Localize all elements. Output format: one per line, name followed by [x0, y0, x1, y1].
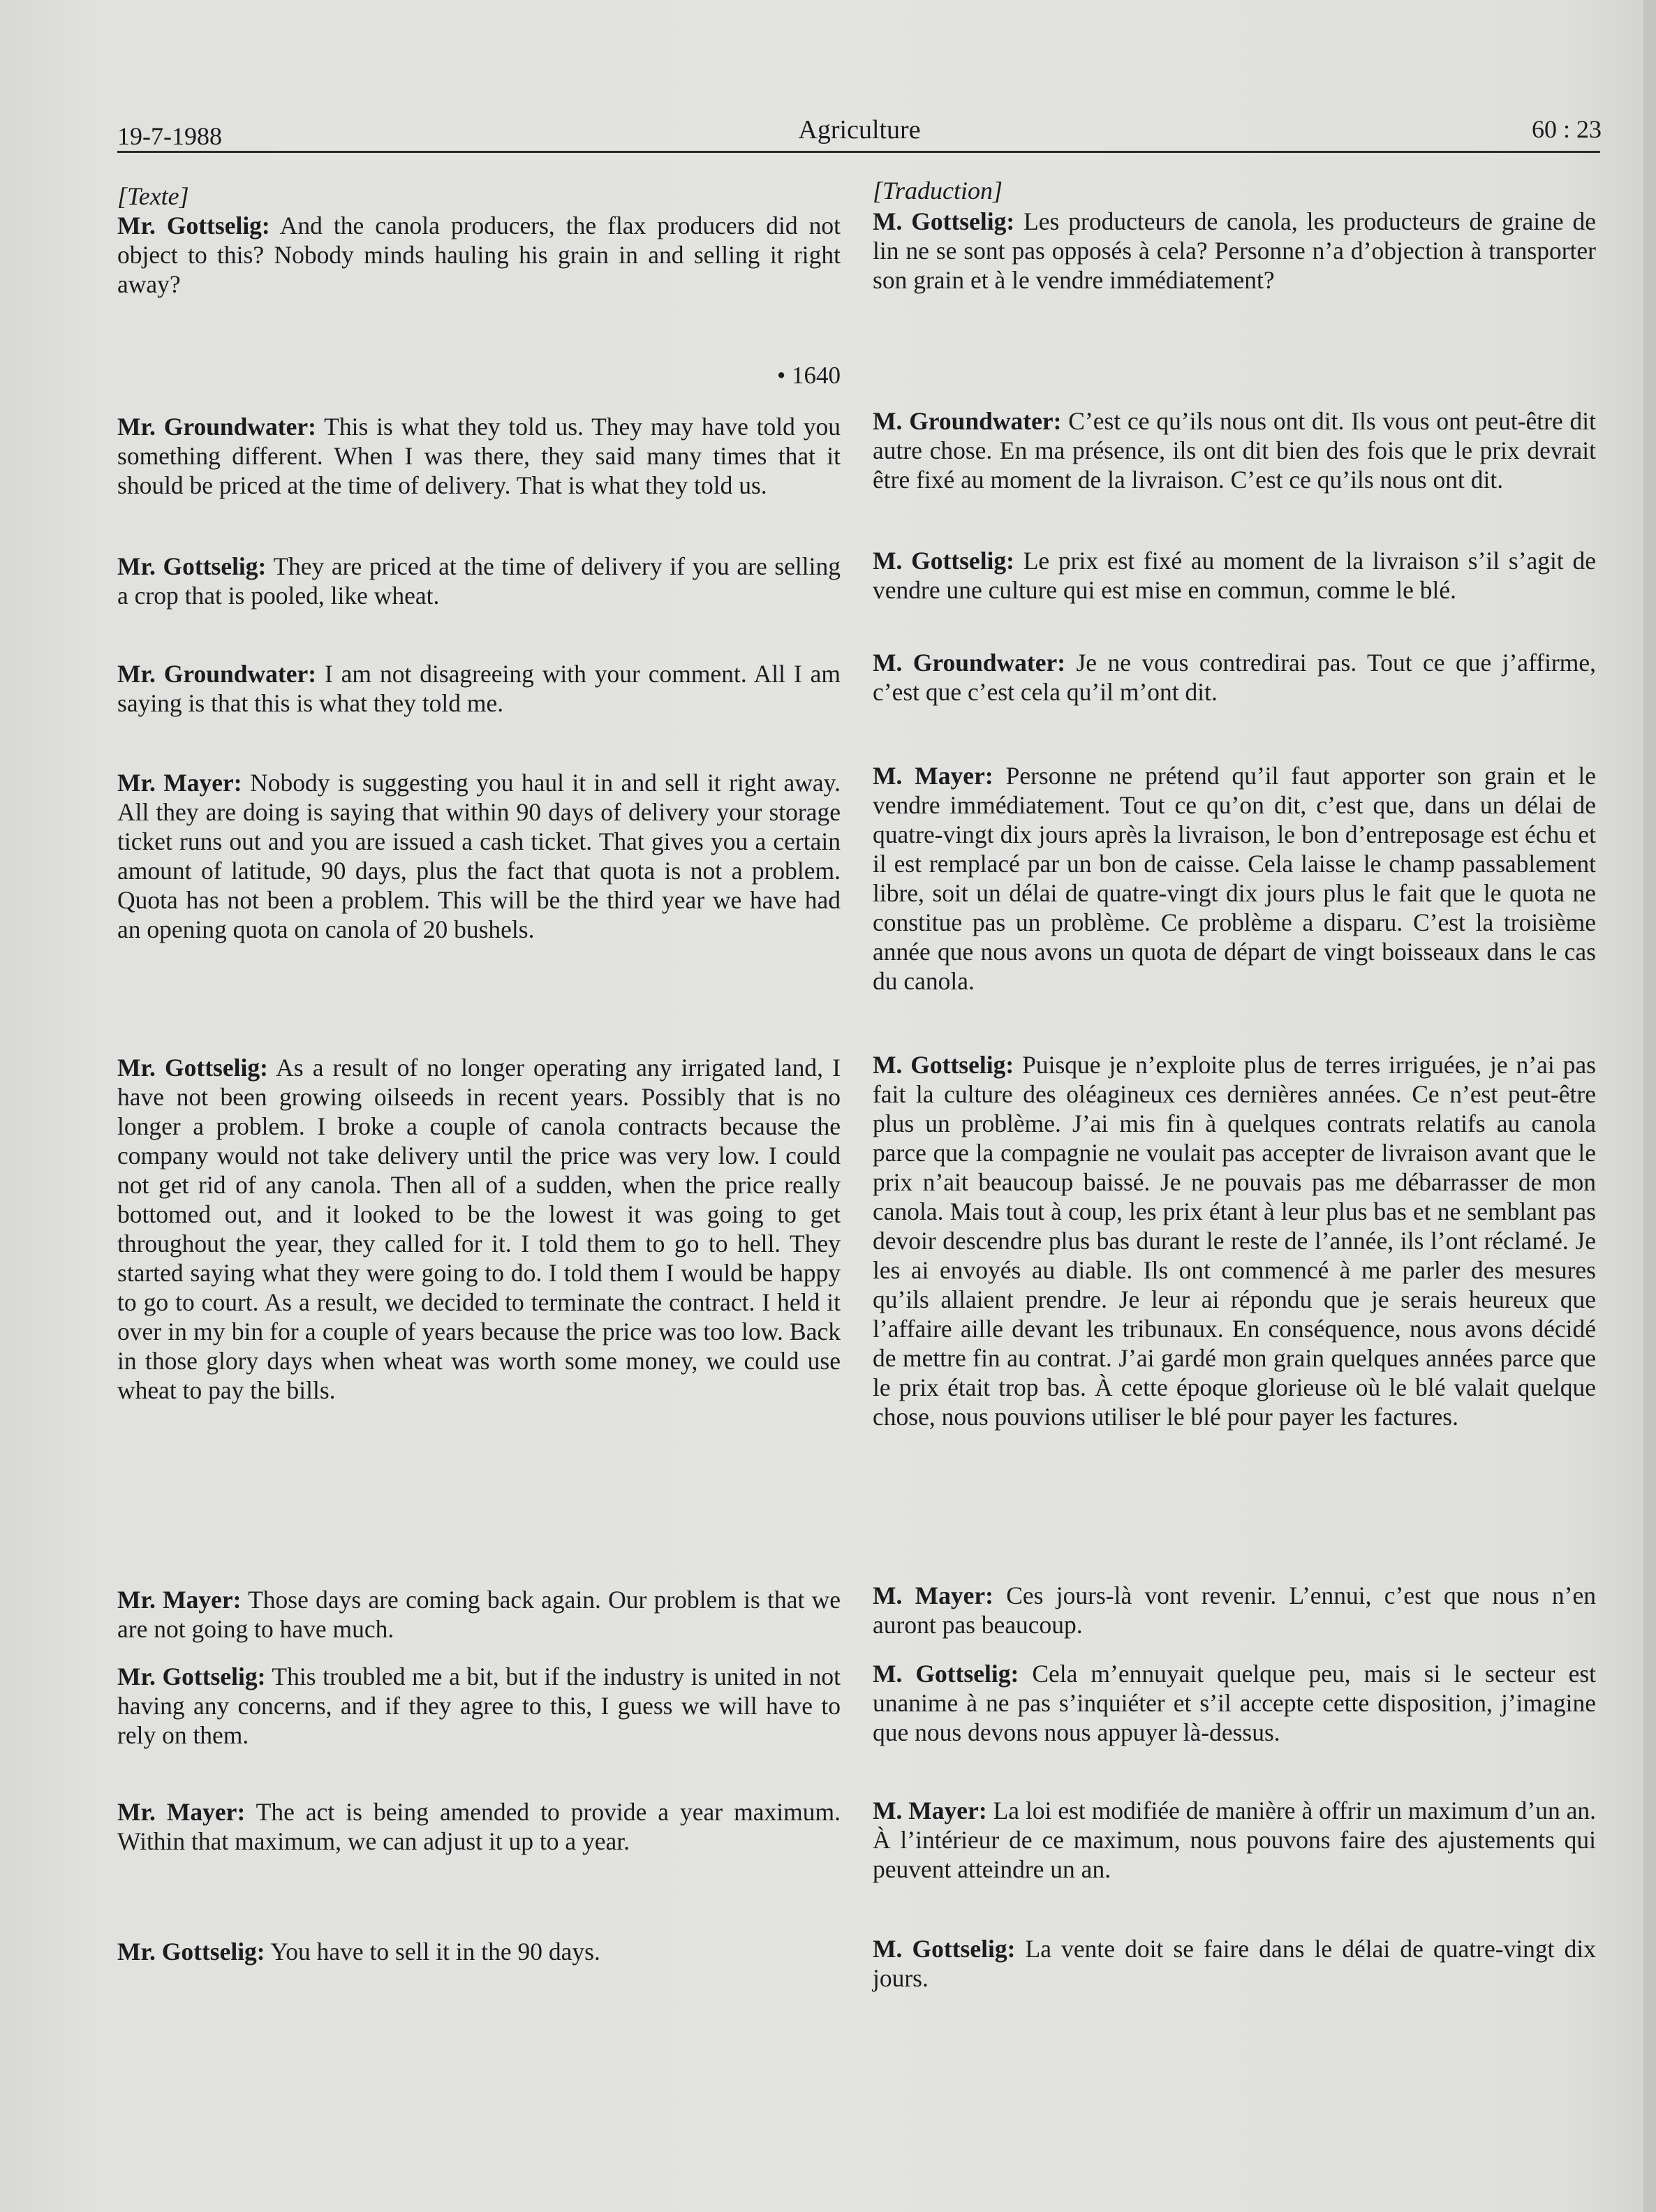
- speech-text: You have to sell it in the 90 days.: [270, 1938, 600, 1966]
- paragraph-10: [873, 1934, 1596, 1993]
- speech-text: Les producteurs de canola, les producteurs de graine de lin ne se sont pas opposés à cela? Personne n’a d’objection à transporter son grain et à le vendre immédiatement?: [873, 207, 1596, 294]
- speaker: M. Gottselig:: [873, 207, 1015, 235]
- paragraph-8: [117, 1662, 841, 1750]
- paragraph-2: [117, 412, 841, 500]
- paragraph-1: [873, 207, 1596, 295]
- paragraph-8: [873, 1659, 1596, 1747]
- speech-text: Cela m’ennuyait quelque peu, mais si le secteur est unanime à ne pas s’inquiéter et s’il accepte cette disposition, j’imagine que nous devons nous appuyer là-dessus.: [873, 1660, 1596, 1746]
- speaker: Mr. Mayer:: [117, 1798, 246, 1826]
- speaker: Mr. Gottselig:: [117, 212, 270, 239]
- speech-text: This is what they told us. They may have told you something different. When I was there, they said many times that it should be priced at the time of delivery. That is what they told us.: [117, 413, 841, 499]
- speaker: Mr. Mayer:: [117, 769, 242, 797]
- speaker: M. Gottselig:: [873, 1660, 1019, 1688]
- speaker: M. Gottselig:: [873, 1935, 1016, 1963]
- speech-text: They are priced at the time of delivery if you are selling a crop that is pooled, like wheat.: [117, 552, 841, 610]
- speech-text: I am not disagreeing with your comment. All I am saying is that this is what they told me.: [117, 660, 841, 717]
- page-header: [117, 115, 1602, 154]
- speaker: Mr. Groundwater:: [117, 660, 317, 688]
- speech-text: C’est ce qu’ils nous ont dit. Ils vous ont peut-être dit autre chose. En ma présence, ils ont dit bien des fois que le prix devrait être fixé au moment de la livraison. C’est ce qu’ils nous ont dit.: [873, 407, 1596, 494]
- speech-text: Je ne vous contredirai pas. Tout ce que j’affirme, c’est que c’est cela qu’il m’ont dit.: [873, 649, 1596, 706]
- header-date: 19-7-1988: [117, 122, 222, 150]
- speech-text: This troubled me a bit, but if the industry is united in not having any concerns, and if they agree to this, I guess we will have to rely on them.: [117, 1662, 841, 1749]
- header-title: Agriculture: [798, 115, 921, 145]
- speaker: Mr. Gottselig:: [117, 1938, 265, 1966]
- speaker: M. Gottselig:: [873, 1051, 1014, 1079]
- header-rule: [117, 151, 1600, 153]
- speech-text: And the canola producers, the flax producers did not object to this? Nobody minds hauling his grain in and selling it right away?: [117, 212, 841, 298]
- time-marker: • 1640: [776, 362, 841, 389]
- paragraph-5: [873, 761, 1596, 996]
- speech-text: Nobody is suggesting you haul it in and sell it right away. All they are doing is saying that within 90 days of delivery your storage ticket runs out and you are issued a cash ticket. That gives you a certain amount of latitude, 90 days, plus the fact that quota is not a problem. Quota has not been a problem. This will be the third year we have had an opening quota on canola of 20 bushels.: [117, 769, 841, 943]
- speaker: M. Groundwater:: [873, 649, 1066, 677]
- paragraph-3: [873, 546, 1596, 605]
- header-page-number: 60 : 23: [1531, 115, 1602, 143]
- paragraph-6: [117, 1053, 841, 1405]
- paragraph-1: [117, 211, 841, 299]
- page-edge: [1643, 0, 1656, 2212]
- paragraph-9: [117, 1797, 841, 1856]
- speech-text: Personne ne prétend qu’il faut apporter son grain et le vendre immédiatement. Tout ce qu’on dit, c’est que, dans un délai de quatre-vingt dix jours après la livraison, le bon d’entreposage est échu et il est remplacé par un bon de caisse. Cela laisse le champ passablement libre, soit un délai de quatre-vingt dix jours plus le fait que le quota ne constitue pas un problème. Ce problème a disparu. C’est la troisième année que nous avons un quota de départ de vingt boisseaux dans le cas du canola.: [873, 762, 1597, 995]
- speech-text: La loi est modifiée de manière à offrir un maximum d’un an. À l’intérieur de ce maximum, nous pouvons faire des ajustements qui peuvent atteindre un an.: [873, 1797, 1596, 1883]
- speech-text: Puisque je n’exploite plus de terres irriguées, je n’ai pas fait la culture des oléagineux ces dernières années. Ce n’est peut-être plus un problème. J’ai mis fin à quelques contrats relatifs au canola parce que la compagnie ne voulait pas accepter de livraison avant que le prix n’ait beaucoup baissé. Je ne pouvais pas me débarrasser de mon canola. Mais tout à coup, les prix étant à leur plus bas et ne semblant pas devoir descendre plus bas durant le reste de l’année, ils l’ont réclamé. Je les ai envoyés au diable. Ils ont commencé à me parler des mesures qu’ils allaient prendre. Je leur ai répondu que je serais heureux que l’affaire aille devant les tribunaux. En conséquence, nous avons décidé de mettre fin au contrat. J’ai gardé mon grain quelques années parce que le prix était trop bas. À cette époque glorieuse où le blé valait quelque chose, nous pouvions utiliser le blé pour payer les factures.: [873, 1051, 1596, 1431]
- speech-text: Those days are coming back again. Our problem is that we are not going to have much.: [117, 1586, 841, 1643]
- speaker: Mr. Gottselig:: [117, 1054, 268, 1082]
- paragraph-3: [117, 552, 841, 610]
- speaker: M. Mayer:: [873, 1797, 987, 1824]
- speech-text: Le prix est fixé au moment de la livraison s’il s’agit de vendre une culture qui est mise en commun, comme le blé.: [873, 547, 1597, 604]
- paragraph-4: [873, 648, 1596, 707]
- speaker: M. Gottselig:: [873, 547, 1014, 575]
- paragraph-5: [117, 768, 841, 944]
- section-tag-traduction: [Traduction]: [873, 177, 1003, 205]
- paragraph-10: [117, 1937, 841, 1966]
- speaker: Mr. Gottselig:: [117, 552, 267, 580]
- section-tag-texte: [Texte]: [117, 182, 189, 210]
- speech-text: La vente doit se faire dans le délai de quatre-vingt dix jours.: [873, 1935, 1597, 1992]
- speaker: Mr. Gottselig:: [117, 1662, 266, 1690]
- speaker: M. Mayer:: [873, 1581, 993, 1609]
- paragraph-2: [873, 406, 1596, 494]
- speaker: M. Mayer:: [873, 762, 993, 790]
- paragraph-7: [117, 1585, 841, 1644]
- speaker: Mr. Groundwater:: [117, 413, 316, 441]
- speaker: Mr. Mayer:: [117, 1586, 242, 1614]
- speaker: M. Groundwater:: [873, 407, 1062, 435]
- paragraph-4: [117, 659, 841, 718]
- paragraph-9: [873, 1796, 1596, 1884]
- paragraph-7: [873, 1581, 1596, 1639]
- paragraph-6: [873, 1050, 1596, 1431]
- speech-text: Ces jours-là vont revenir. L’ennui, c’est que nous n’en auront pas beaucoup.: [873, 1581, 1596, 1639]
- speech-text: The act is being amended to provide a year maximum. Within that maximum, we can adjust it up to a year.: [117, 1798, 841, 1855]
- speech-text: As a result of no longer operating any irrigated land, I have not been growing oilseeds in recent years. Possibly that is no longer a problem. I broke a couple of canola contracts because the company would not take delivery until the price was very low. I could not get rid of any canola. Then all of a sudden, when the price really bottomed out, and it looked to be the lowest it was going to get throughout the year, they called for it. I told them to go to hell. They started saying what they were going to do. I told them I would be happy to go to court. As a result, we decided to terminate the contract. I held it over in my bin for a couple of years because the price was too low. Back in those glory days when wheat was worth some money, we could use wheat to pay the bills.: [117, 1054, 841, 1404]
